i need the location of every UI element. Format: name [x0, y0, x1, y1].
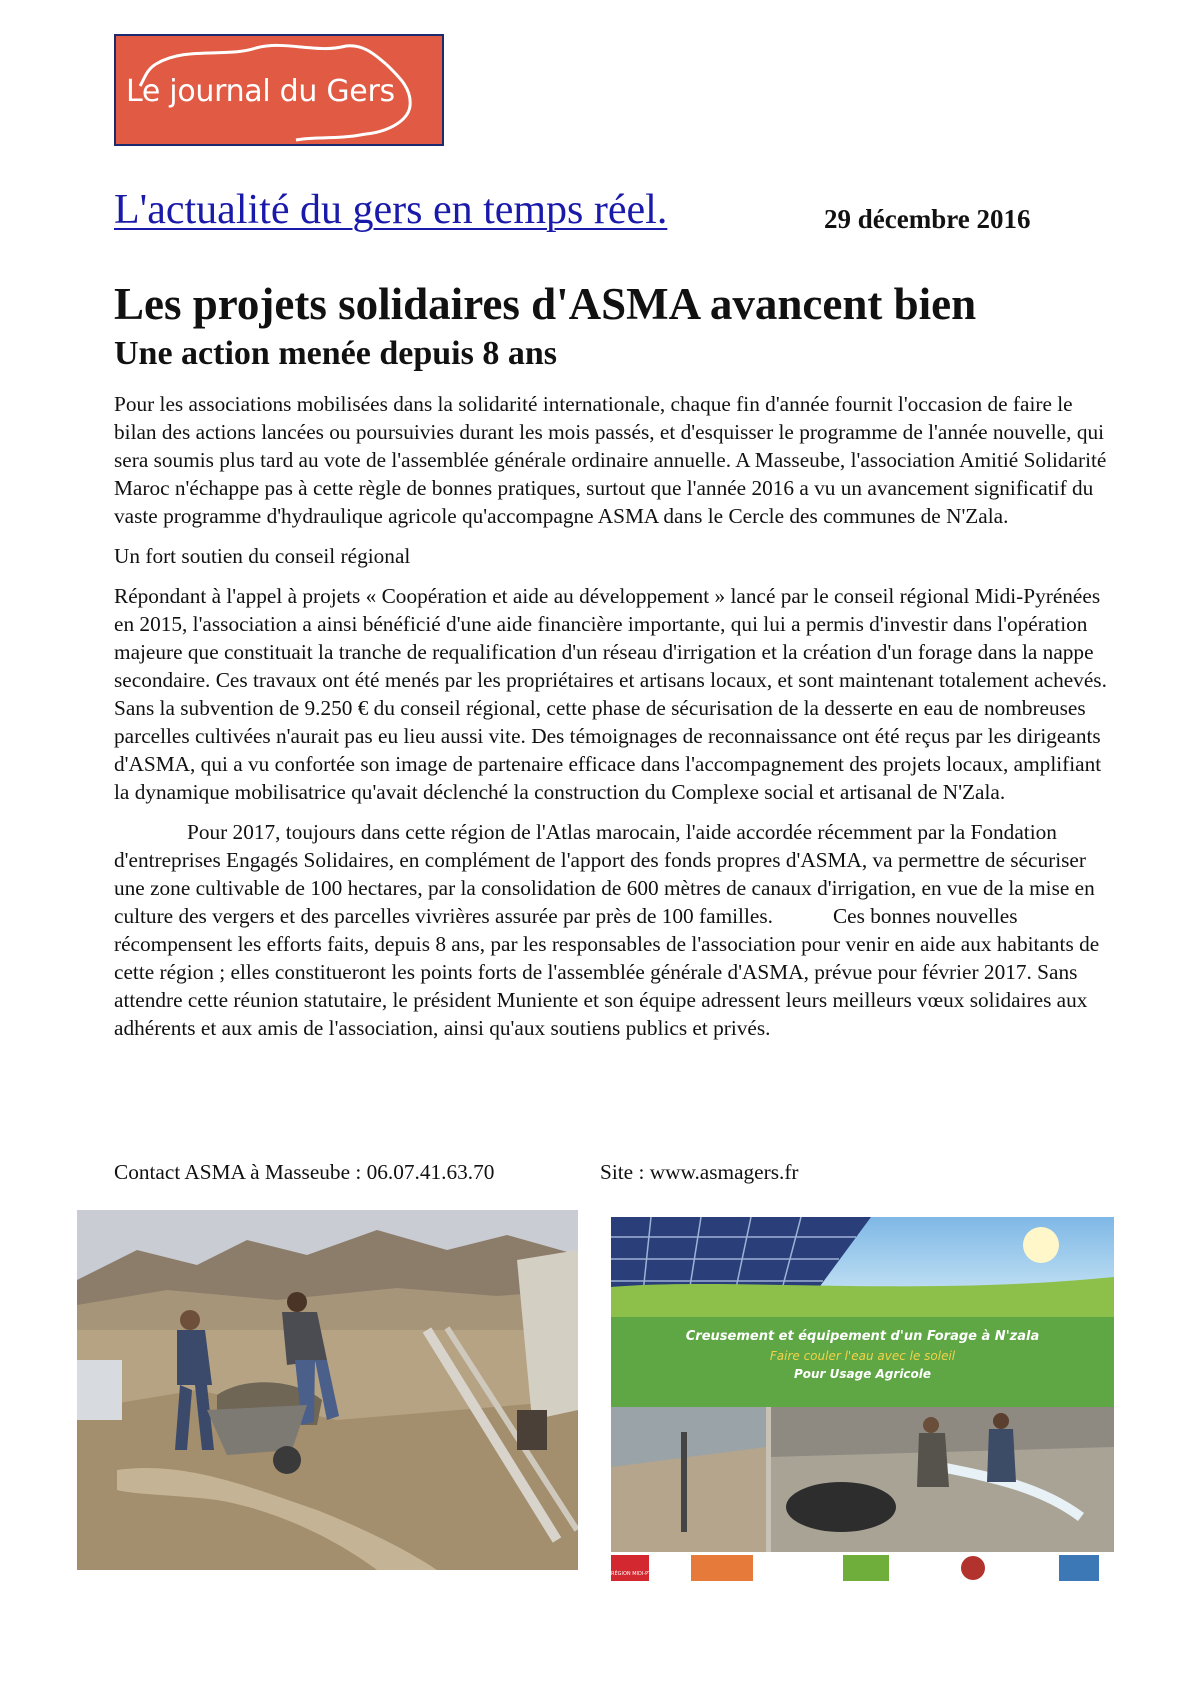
- contact-site[interactable]: Site : www.asmagers.fr: [600, 1160, 799, 1184]
- contact-phone: Contact ASMA à Masseube : 06.07.41.63.70: [114, 1160, 495, 1184]
- paragraph-3a: Pour 2017, toujours dans cette région de l'Atlas marocain, l'aide accordée récemment par la Fondation d'entreprises Engagés Solidaires, en complément de l'apport des fonds propres d'ASMA, va permettre de sécuriser une zone cultivable de 100 hectares, par la consolidation de 600 mètres de canaux d'irrigation, en vue de la mise en culture des vergers et des parcelles vivrières assurée par près de 100 familles.: [114, 820, 1095, 928]
- paragraph-3: [114, 818, 1114, 1042]
- poster-usage: Pour Usage Agricole: [793, 1367, 932, 1381]
- article-subtitle: Une action menée depuis 8 ans: [114, 335, 557, 372]
- poster-title: Creusement et équipement d'un Forage à N'zala: [685, 1329, 1040, 1344]
- paragraph-3b: Ces bonnes nouvelles récompensent les efforts faits, depuis 8 ans, par les responsables de l'association pour venir en aide aux habitants de cette région ; elles constitueront les points forts de l'assemblée générale d'ASMA, prévue pour février 2017. Sans attendre cette réunion statutaire, le président Muniente et son équipe adressent leurs meilleurs vœux solidaires aux adhérents et aux amis de l'association, ainsi qu'aux soutiens publics et privés.: [114, 904, 1100, 1040]
- article-body: [114, 390, 1114, 1054]
- project-poster: [611, 1217, 1114, 1582]
- paragraph-1: Pour les associations mobilisées dans la solidarité internationale, chaque fin d'année fournit l'occasion de faire le bilan des actions lancées ou poursuivies durant les mois passés, et d'esquisser le programme de l'année nouvelle, qui sera soumis plus tard au vote de l'assemblée générale ordinaire annuelle. A Masseube, l'association Amitié Solidarité Maroc n'échappe pas à cette règle de bonnes pratiques, surtout que l'année 2016 a vu un avancement significatif du vaste programme d'hydraulique agricole qu'accompagne ASMA dans le Cercle des communes de N'Zala.: [114, 392, 1107, 528]
- region-logo-text: RÉGION MIDI-PYRÉNÉES: [611, 1571, 671, 1577]
- workers-field-image: [77, 1210, 578, 1570]
- poster-slogan: Faire couler l'eau avec le soleil: [769, 1349, 956, 1363]
- poster-image: [611, 1217, 1114, 1582]
- section-heading: Un fort soutien du conseil régional: [114, 544, 411, 568]
- photo-workers-field: [77, 1210, 578, 1570]
- article-title: Les projets solidaires d'ASMA avancent bien: [114, 279, 977, 329]
- logo-text: Le journal du Gers: [126, 74, 395, 109]
- site-link[interactable]: L'actualité du gers en temps réel.: [114, 187, 668, 233]
- paragraph-2: Répondant à l'appel à projets « Coopération et aide au développement » lancé par le conseil régional Midi-Pyrénées en 2015, l'association a ainsi bénéficié d'une aide financière importante, qui lui a permis d'investir dans l'opération majeure que constituait la tranche de requalification d'un réseau d'irrigation et la création d'un forage dans la nappe secondaire. Ces travaux ont été menés par les propriétaires et artisans locaux, et sont maintenant totalement achevés. Sans la subvention de 9.250 € du conseil régional, cette phase de sécurisation de la desserte en eau de nombreuses parcelles cultivées n'aurait pas eu lieu aussi vite. Des témoignages de reconnaissance ont été reçus par les dirigeants d'ASMA, qui a vu confortée son image de partenaire efficace dans l'accompagnement des projets locaux, amplifiant la dynamique mobilisatrice qu'avait déclenché la construction du Complexe social et artisanal de N'Zala.: [114, 584, 1107, 804]
- publication-date: 29 décembre 2016: [824, 204, 1031, 234]
- journal-logo[interactable]: [114, 34, 444, 146]
